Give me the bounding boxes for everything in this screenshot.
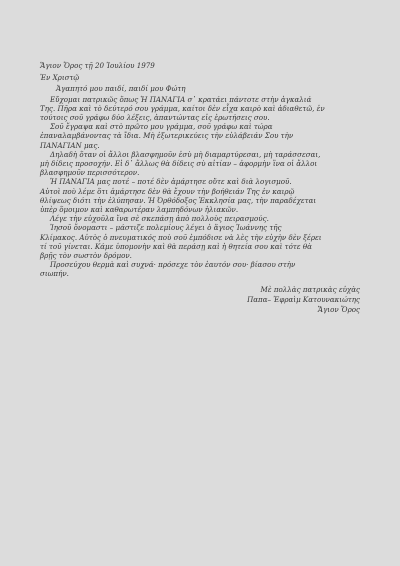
signer-name: Παπα– Ἐφραὶμ Κατουνακιώτης [247,294,360,304]
paragraph-line: ἐπαναλαμβάνοντας τὰ ἴδια. Μὴ ἐξωτερικεύεις τὴν εὐλάβειάν Σου τὴν [40,131,294,141]
paragraph-line: ΠΑΝΑΓΙΑΝ μας. [40,140,100,150]
date-line: Ἅγιον Ὄρος τῇ 20 Ἰουλίου 1979 [40,61,155,70]
paragraph-line: μὴ δίδεις προσοχήν. Εἰ δ᾽ ἄλλως θὰ δίδεις σὺ αἰτίαν – ἀφορμὴν ἵνα οἱ ἄλλοι [40,159,318,169]
paragraph-line: Λέγε τὴν εὐχοῦλα ἵνα σὲ σκεπάσῃ ἀπὸ πολλοὺς πειρασμούς. [50,214,269,224]
paragraph-5 [40,214,360,223]
paragraph-2 [40,122,360,150]
paragraph-line: Ἡ ΠΑΝΑΓΙΑ μας ποτέ – ποτέ δὲν ἁμάρτησε οὔτε καὶ διὰ λογισμοῦ. [50,177,292,187]
paragraph-line: Ἰησοῦ ὄνομαστι – μάστιζε πολεμίους λέγει ὁ ἅγιος Ἰωάννης τῆς [50,223,282,233]
paragraph-line: Αὐτοὶ ποὺ λέμε ὅτι ἁμάρτησε δὲν θὰ ἔχουν τὴν βοήθειάν Της ἐν καιρῷ [40,186,295,196]
signer-place: Ἅγιον Ὄρος [317,304,360,314]
paragraph-line: Εὔχομαι πατρικῶς ὅπως Ἡ ΠΑΝΑΓΙΑ σ᾽ κρατάει πάντοτε στὴν ἀγκαλιά [50,94,312,104]
salutation: Ἀγαπητό μου παιδί, παιδί μου Φώτη [56,84,186,94]
closing-line: Μὲ πολλὰς πατρικὰς εὐχὰς [260,284,360,294]
letter-body [40,95,360,279]
paragraph-4 [40,177,360,214]
paragraph-3 [40,150,360,178]
signature-block [40,285,360,315]
paragraph-line: Κλίμακος. Αὐτὸς ὁ πνευματικός ποὺ σοῦ ἐμπόδισε νὰ λὲς τὴν εὐχὴν δὲν ξέρει [40,232,322,242]
paragraph-1 [40,95,360,123]
paragraph-line: τούτοις σοῦ γράφω δύο λέξεις, ἀπαντώντας εἰς ἐρωτήσεις σου. [40,113,270,123]
paragraph-line: Της. Πῆρα καὶ τὸ δεύτερό σου γράμμα, καίτοι δὲν εἶχα καιρὸ καὶ ἀδιαθετῶ, ἐν [40,103,325,113]
greeting: Ἐν Χριστῷ [40,73,80,83]
paragraph-line: τί τοῦ γίνεται. Κάμε ὑπομονὴν καὶ θὰ περάσῃ καὶ ἡ θητεία σου καὶ τότε θὰ [40,241,312,251]
paragraph-7 [40,260,360,278]
paragraph-line: Δηλαδὴ ὅταν οἱ ἄλλοι βλασφημοῦν ἐσὺ μὴ διαμαρτύρεσαι, μὴ ταράσσεσαι, [50,149,321,159]
paragraph-line: Σοῦ ἔγραψα καὶ στὸ πρῶτο μου γράμμα, σοῦ γράφω καὶ τώρα [50,122,273,132]
paragraph-line: ὑπὲρ ὅμοιμον καὶ καθαρωτέραν λαμπηδόνων ἡλιακῶν. [40,205,239,215]
paragraph-6 [40,223,360,260]
paragraph-line: βρῇς τὸν σωστὸν δρόμον. [40,251,132,261]
paragraph-line: Προσεύχου θερμὰ καὶ συχνά· πρόσεχε τὸν ἑαυτόν σου· βίασου στὴν [50,260,296,270]
paragraph-line: σιωπήν. [40,269,69,279]
paragraph-line: θλίψεως διότι τὴν ἐλύπησαν. Ἡ Ὀρθόδοξος Ἐκκλησία μας, τὴν παραδέχεται [40,195,317,205]
paragraph-line: βλασφημοῦν περισσότερον. [40,168,140,178]
